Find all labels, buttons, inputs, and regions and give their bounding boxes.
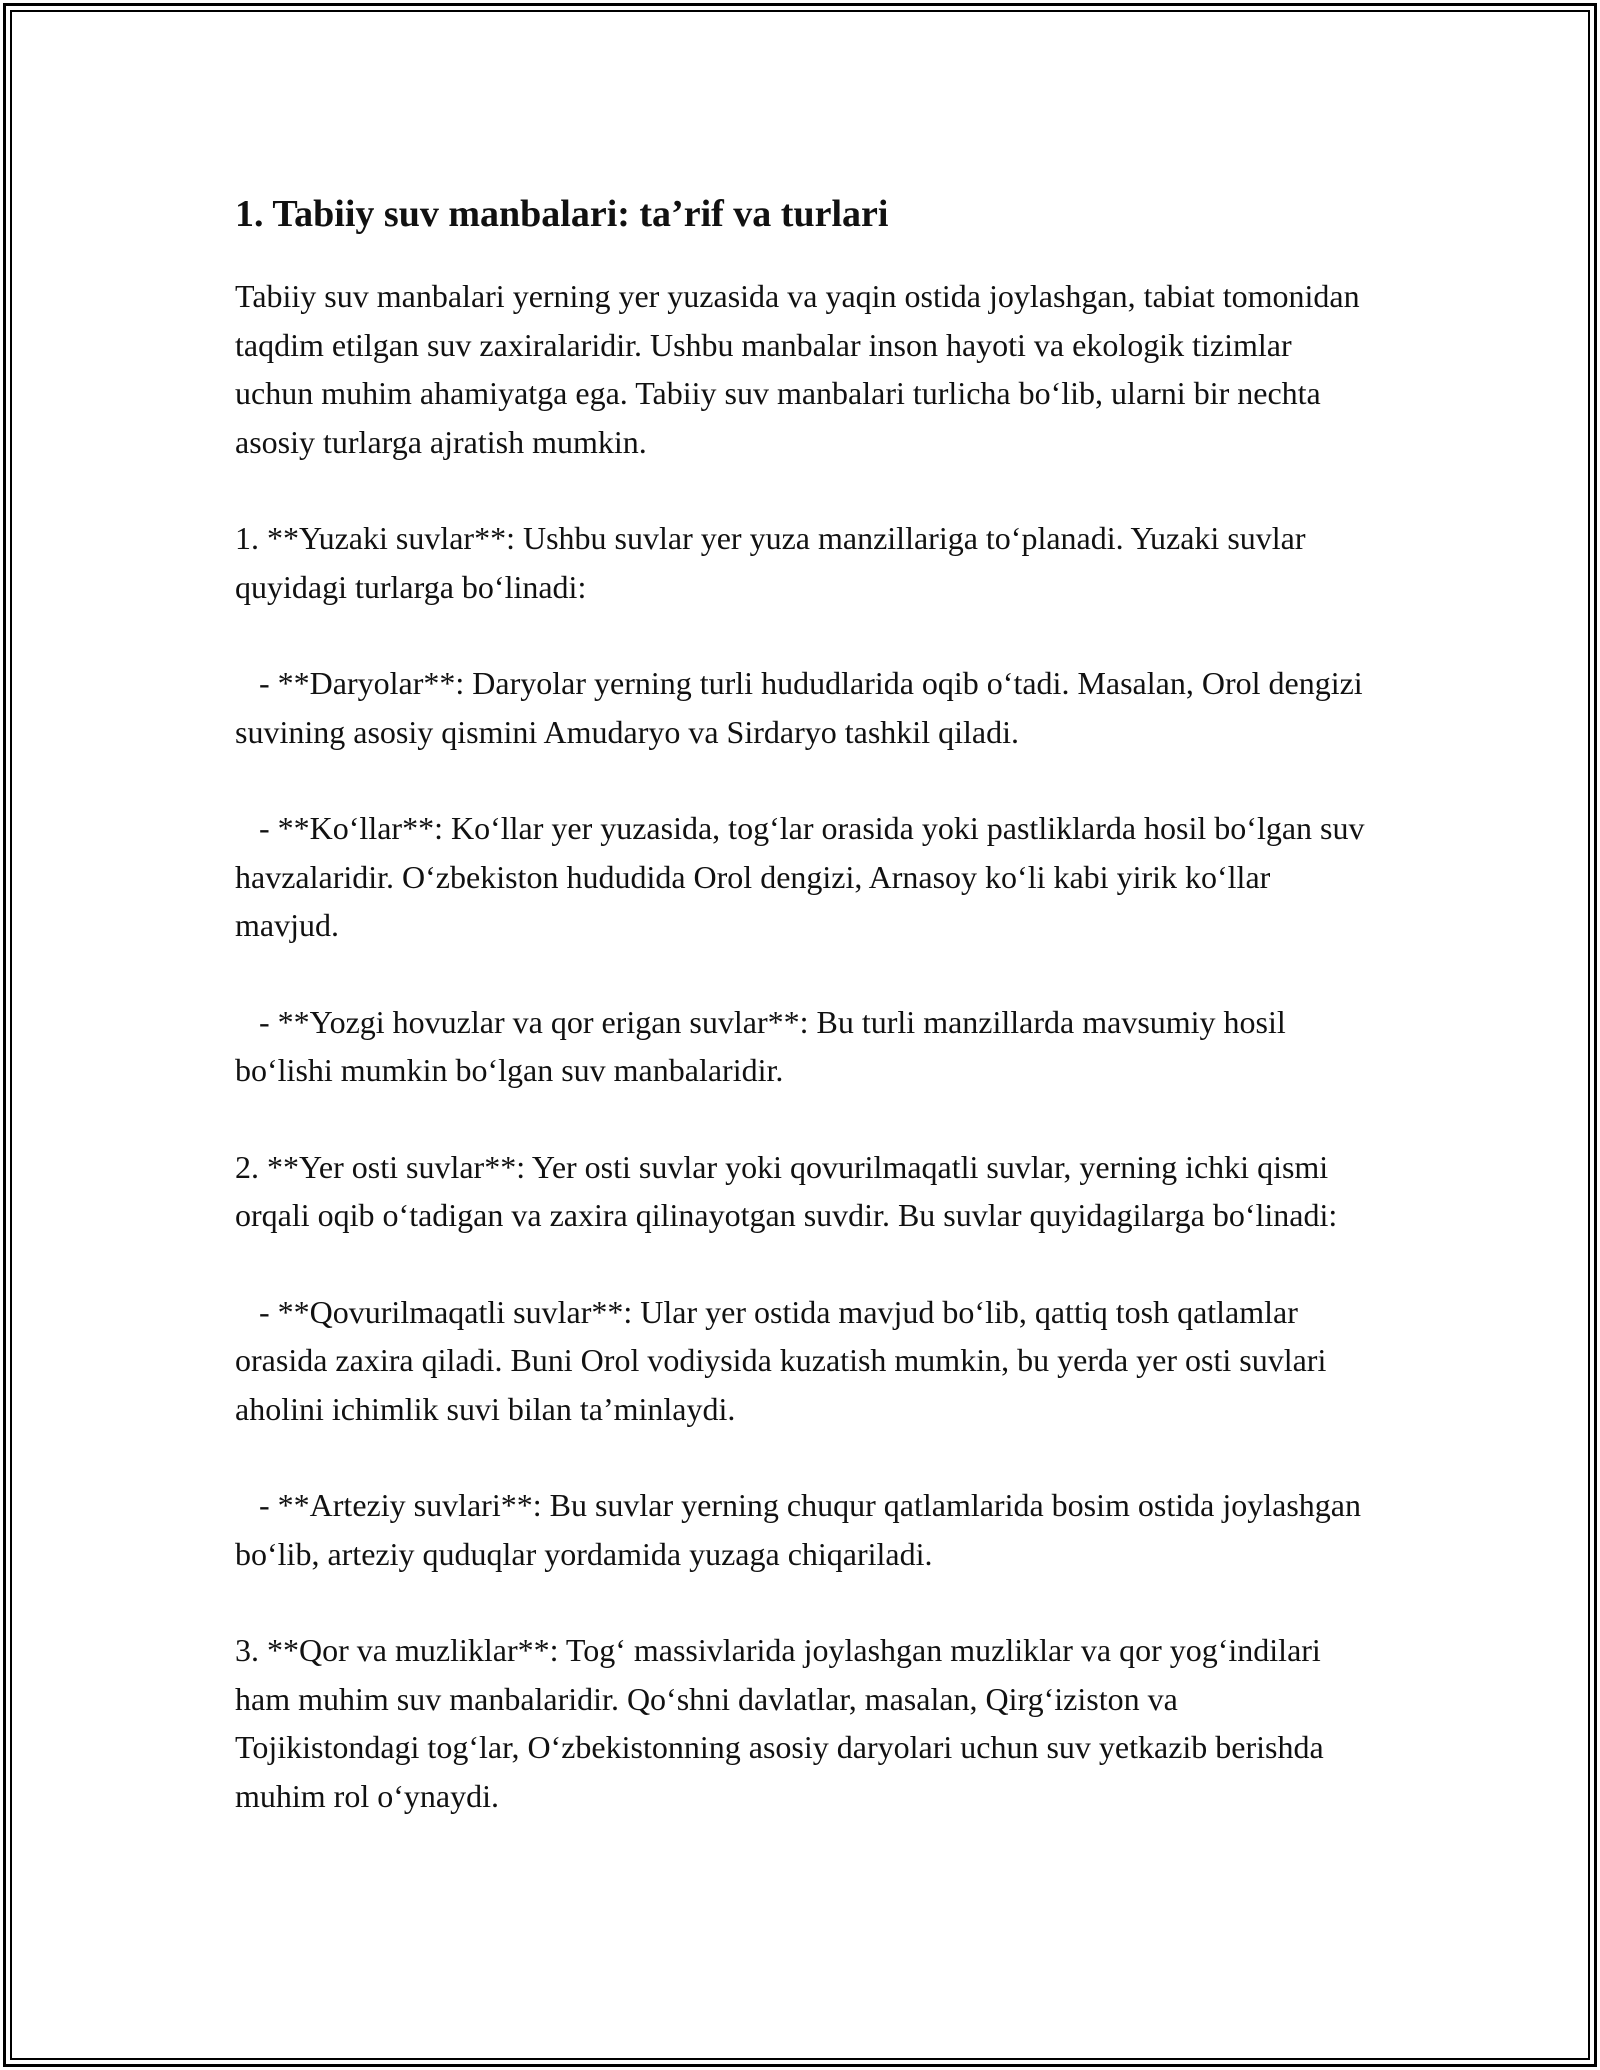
document-body xyxy=(235,186,1373,1820)
sub-item-lakes: - **Koʻllar**: Koʻllar yer yuzasida, togʻlar orasida yoki pastliklarda hosil boʻlgan suv havzalaridir. Oʻzbekiston hududida Orol dengizi, Arnasoy koʻli kabi yirik koʻllar mavjud. xyxy=(235,810,1373,943)
list-item-surface-water: 1. **Yuzaki suvlar**: Ushbu suvlar yer yuza manzillariga toʻplanadi. Yuzaki suvlar quyidagi turlarga boʻlinadi: xyxy=(235,520,1314,605)
sub-item-seasonal-water: - **Yozgi hovuzlar va qor erigan suvlar**: Bu turli manzillarda mavsumiy hosil boʻlishi mumkin boʻlgan suv manbalaridir. xyxy=(235,1003,1294,1088)
sub-item-layered-water: - **Qovurilmaqatli suvlar**: Ular yer ostida mavjud boʻlib, qattiq tosh qatlamlar orasida zaxira qiladi. Buni Orol vodiysida kuzatish mumkin, bu yerda yer osti suvlari aholini ichimlik suvi bilan ta’minlaydi. xyxy=(235,1293,1335,1427)
list-item-groundwater: 2. **Yer osti suvlar**: Yer osti suvlar yoki qovurilmaqatli suvlar, yerning ichki qismi orqali oqib oʻtadigan va zaxira qilinayotgan suvdir. Bu suvlar quyidagilarga boʻlinadi: xyxy=(235,1148,1338,1233)
sub-item-artesian-water: - **Arteziy suvlari**: Bu suvlar yerning chuqur qatlamlarida bosim ostida joylashgan boʻlib, arteziy quduqlar yordamida yuzaga chiqariladi. xyxy=(235,1487,1369,1572)
intro-paragraph: Tabiiy suv manbalari yerning yer yuzasida va yaqin ostida joylashgan, tabiat tomonidan taqdim etilgan suv zaxiralaridir. Ushbu manbalar inson hayoti va ekologik tizimlar uchun muhim ahamiyatga ega. Tabiiy suv manbalari turlicha boʻlib, ularni bir nechta asosiy turlarga ajratish mumkin. xyxy=(235,278,1368,460)
list-item-snow-glaciers: 3. **Qor va muzliklar**: Togʻ massivlarida joylashgan muzliklar va qor yogʻindilari ham muhim suv manbalaridir. Qoʻshni davlatlar, masalan, Qirgʻiziston va Tojikistondagi togʻlar, Oʻzbekistonning asosiy daryolari uchun suv yetkazib berishda muhim rol oʻynaydi. xyxy=(235,1632,1332,1814)
section-heading: 1. Tabiiy suv manbalari: ta’rif va turlari xyxy=(235,193,889,235)
sub-item-rivers: - **Daryolar**: Daryolar yerning turli hududlarida oqib oʻtadi. Masalan, Orol dengizi suvining asosiy qismini Amudaryo va Sirdaryo tashkil qiladi. xyxy=(235,665,1371,750)
